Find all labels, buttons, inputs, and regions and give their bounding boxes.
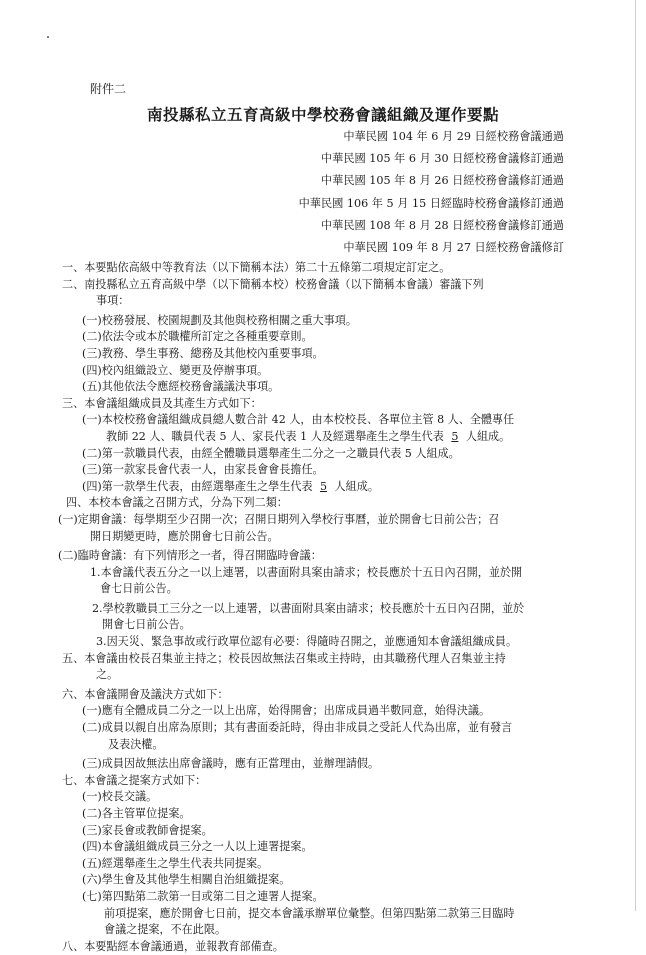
document-body (58, 260, 582, 955)
section-3-heading: 三、本會議組織成員及其產生方式如下： (62, 396, 262, 410)
section-7-item: (六)學生會及其他學生相關自治組織提案。 (82, 873, 291, 887)
section-2-item: (五)其他依法令應經校務會議議決事項。 (82, 380, 280, 394)
section-2-item: (二)依法令或本於職權所訂定之各種重要章則。 (82, 330, 313, 344)
section-4-subitem: 3.因天災、緊急事故或行政單位認有必要：得隨時召開之，並應通知本會議組織成員。 (96, 635, 518, 649)
section-6-heading: 六、本會議開會及議決方式如下： (62, 687, 229, 701)
section-3-item: (一)本校校務會議組織成員總人數合計 42 人，由本校校長、各單位主管 8 人、全體專任 (82, 413, 515, 427)
section-4-subitem: 2.學校教職員工三分之一以上連署，以書面附具案由請求；校長應於十五日內召開，並於 (92, 601, 525, 615)
section-7-item: (二)各主管單位提案。 (82, 807, 191, 820)
section-2-heading-cont: 事項： (96, 294, 130, 308)
history-line: 中華民國 105 年 8 月 26 日經校務會議修訂通過 (320, 174, 564, 188)
section-3-item: (二)第一款職員代表，由經全體職員選舉產生二分之一之職員代表 5 人組成。 (82, 446, 460, 460)
scan-speck (47, 36, 49, 38)
section-3-item: (三)第一款家長會代表一人，由家長會會長擔任。 (82, 463, 324, 477)
scan-edge-line (635, 0, 636, 911)
section-3-item-text: 教師 22 人、職員代表 5 人、家長代表 1 人及經選舉產生之學生代表 (106, 429, 444, 443)
section-7-item: (一)校長交議。 (82, 790, 158, 804)
section-7-item: (五)經選舉產生之學生代表共同提案。 (82, 856, 269, 870)
history-line: 中華民國 106 年 5 月 15 日經臨時校務會議修訂通過 (298, 196, 564, 210)
history-line: 中華民國 109 年 8 月 27 日經校務會議修訂 (343, 241, 564, 255)
section-7-note: 前項提案，應於開會七日前，提交本會議承辦單位彙整。但第四點第二款第三目臨時 (104, 906, 515, 920)
section-4-item: (二)臨時會議：有下列情形之一者，得召開臨時會議： (58, 549, 322, 563)
section-6-item: (二)成員以親自出席為原則；其有書面委託時，得由非成員之受託人代為出席，並有發言 (82, 721, 513, 735)
section-7-heading: 七、本會議之提案方式如下： (62, 773, 207, 787)
section-3-item-cont (62, 429, 582, 446)
history-line: 中華民國 105 年 6 月 30 日經校務會議修訂通過 (320, 152, 564, 166)
section-5-cont: 之。 (96, 668, 119, 682)
section-1: 一、本要點依高級中等教育法（以下簡稱本法）第二十五條第二項規定訂定之。 (62, 261, 451, 274)
section-4-heading: 四、本校本會議之召開方式，分為下列二類： (66, 496, 288, 510)
section-6-item-cont: 及表決權。 (108, 737, 164, 751)
history-line: 中華民國 104 年 6 月 29 日經校務會議通過 (343, 130, 564, 143)
section-2-item: (一)校務發展、校園規劃及其他與校務相關之重大事項。 (82, 313, 357, 327)
attachment-label: 附件二 (90, 82, 127, 96)
section-5: 五、本會議由校長召集並主持之；校長因故無法召集或主持時，由其職務代理人召集並主持 (62, 651, 506, 665)
section-3-item-text: 人組成。 (465, 429, 511, 443)
section-3-item (62, 479, 582, 496)
student-rep-count: 5 (320, 479, 328, 493)
section-2-item: (三)教務、學生事務、總務及其他校內重要事項。 (82, 346, 324, 360)
history-line: 中華民國 108 年 8 月 28 日經校務會議修訂通過 (320, 218, 564, 232)
section-7-item: (七)第四點第二款第一目或第二目之連署人提案。 (82, 889, 324, 903)
document-title: 南投縣私立五育高級中學校務會議組織及運作要點 (146, 105, 499, 124)
section-7-item: (四)本會議組織成員三分之一人以上連署提案。 (82, 840, 313, 854)
section-4-item-cont: 開日期變更時，應於開會七日前公告。 (90, 529, 279, 543)
section-4-subitem: 1.本會議代表五分之一以上連署，以書面附具案由請求；校長應於十五日內召開，並於開 (90, 565, 523, 579)
section-2-item: (四)校內組織設立、變更及停辦事項。 (82, 363, 269, 377)
section-6-item: (三)成員因故無法出席會議時，應有正當理由，並辦理請假。 (82, 757, 380, 771)
section-4-subitem-cont: 開會七日前公告。 (102, 618, 191, 632)
section-3-item-text: 人組成。 (334, 479, 379, 493)
section-3-item-text: (四)第一款學生代表，由經選舉產生之學生代表 (82, 479, 313, 493)
section-2-heading: 二、南投縣私立五育高級中學（以下簡稱本校）校務會議（以下簡稱本會議）審議下列 (62, 277, 484, 291)
section-8: 八、本要點經本會議通過，並報教育部備查。 (62, 939, 284, 953)
section-4-subitem-cont: 會七日前公告。 (100, 582, 178, 596)
section-4-item: (一)定期會議：每學期至少召開一次；召開日期列入學校行事曆，並於開會七日前公告；召 (58, 512, 500, 526)
amendment-history (299, 126, 564, 259)
section-7-note-cont: 會議之提案，不在此限。 (104, 923, 227, 937)
section-6-item: (一)應有全體成員二分之一以上出席，始得開會；出席成員過半數同意，始得決議。 (82, 704, 491, 718)
student-rep-count: 5 (451, 429, 459, 443)
section-7-item: (三)家長會或教師會提案。 (82, 823, 213, 837)
